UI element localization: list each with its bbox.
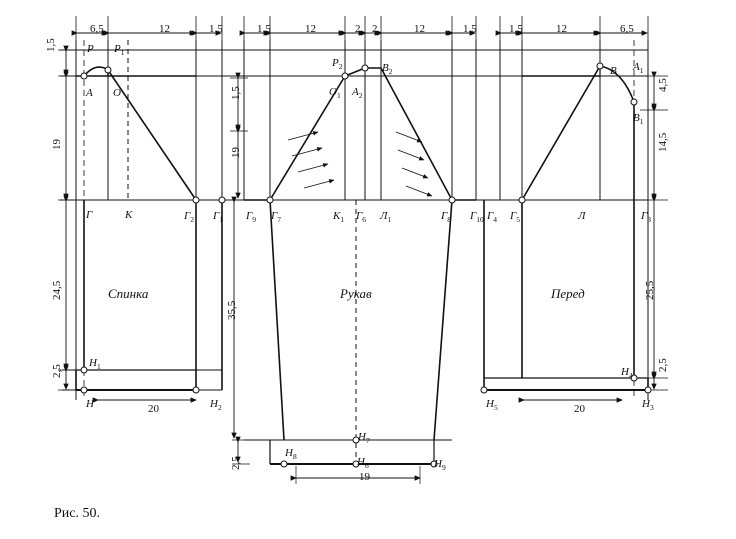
point-label: Н	[86, 398, 94, 410]
point-label: $Г_4$	[487, 210, 498, 225]
dimension-label-top: 6,5	[90, 23, 104, 35]
point-label: Л	[578, 210, 586, 222]
dimension-label-inner: 2,5	[230, 456, 242, 470]
dimension-label-top: 6,5	[620, 23, 634, 35]
dimension-label-top: 1,5	[509, 23, 523, 35]
dimension-label-top: 1,5	[463, 23, 477, 35]
point-label: $О_1$	[329, 86, 341, 101]
dimension-label-bottom: 20	[574, 403, 585, 415]
figure-caption: Рис. 50.	[54, 506, 100, 521]
point-label: $Г_8$	[441, 210, 452, 225]
part-name-label: Перед	[551, 286, 585, 301]
point-label: Р	[87, 43, 94, 55]
part-name-label: Спинка	[108, 286, 149, 301]
point-label: $Л_1$	[380, 210, 392, 225]
point-label: $Н_4$	[621, 366, 633, 381]
dimension-label-top: 12	[305, 23, 316, 35]
dimension-label-top: 12	[414, 23, 425, 35]
point-label: $Н_7$	[358, 431, 370, 446]
dimension-label-inner: 1,5	[230, 86, 242, 100]
point-label: $Г_5$	[510, 210, 521, 225]
point-label: $Н_1$	[89, 357, 101, 372]
dimension-label-top: 1,5	[209, 23, 223, 35]
point-label: $В_2$	[382, 62, 393, 77]
part-name-label: Рукав	[340, 286, 372, 301]
point-label: $А_1$	[633, 61, 644, 76]
point-label: $Н_9$	[434, 458, 446, 473]
dimension-label-bottom: 20	[148, 403, 159, 415]
dimension-label-inner: 19	[230, 147, 242, 158]
dimension-label-left: 2,5	[51, 364, 63, 378]
dimension-label-top: 1,5	[257, 23, 271, 35]
point-label: А	[86, 87, 93, 99]
point-label: $Н_5$	[486, 398, 498, 413]
point-label: В	[610, 65, 617, 77]
point-label: $Г_1$	[213, 210, 224, 225]
point-label: $К_1$	[333, 210, 345, 225]
dimension-label-left: 19	[51, 139, 63, 150]
point-label: $Н_3$	[642, 398, 654, 413]
point-label: Г	[86, 209, 93, 221]
point-label: $Г_3$	[641, 210, 652, 225]
dimension-label-top: 12	[159, 23, 170, 35]
dimension-label-top: 2	[372, 23, 378, 35]
dimension-label-bottom: 19	[359, 471, 370, 483]
point-label: К	[125, 209, 133, 221]
point-label: $Р_2$	[332, 57, 343, 72]
point-label: $Г_9$	[246, 210, 257, 225]
point-label: $Г_7$	[271, 210, 282, 225]
point-label: $Р_1$	[114, 43, 125, 58]
dimension-label-inner: 35,5	[226, 300, 238, 320]
point-label: $Н_6$	[357, 456, 369, 471]
point-label: $Н_8$	[285, 447, 297, 462]
point-label: $Н_2$	[210, 398, 222, 413]
dimension-label-right: 14,5	[657, 132, 669, 152]
dimension-label-right: 25,5	[644, 280, 656, 300]
point-label: $Г_2$	[184, 210, 195, 225]
point-label: $А_2$	[352, 86, 363, 101]
point-label: $Г_{10}$	[470, 210, 484, 225]
dimension-label-right: 4,5	[657, 78, 669, 92]
dimension-label-left: 1,5	[45, 38, 57, 52]
dimension-label-left: 24,5	[51, 280, 63, 300]
point-label: О	[113, 87, 121, 99]
dimension-label-top: 2	[355, 23, 361, 35]
point-label: $В_1$	[633, 112, 644, 127]
dimension-label-top: 12	[556, 23, 567, 35]
point-label: $Г_6$	[356, 210, 367, 225]
dimension-label-right: 2,5	[657, 358, 669, 372]
